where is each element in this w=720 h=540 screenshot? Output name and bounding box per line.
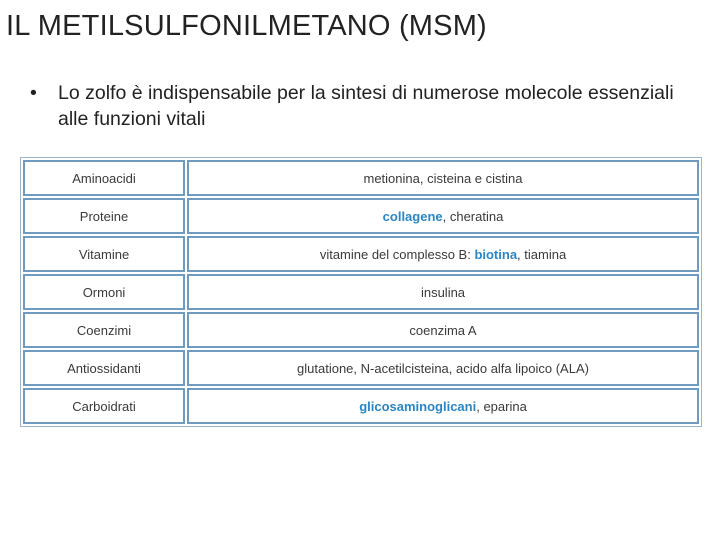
- examples-cell: [187, 198, 699, 234]
- table-row: [23, 350, 699, 386]
- bullet-point: [30, 80, 690, 132]
- examples-text-tail: , eparina: [476, 398, 527, 414]
- highlighted-term: collagene: [382, 208, 443, 224]
- table-row: [23, 236, 699, 272]
- table-row: [23, 160, 699, 196]
- highlighted-term: biotina: [474, 246, 518, 262]
- table-row: [23, 274, 699, 310]
- examples-text-tail: , tiamina: [517, 246, 567, 262]
- examples-cell: [187, 350, 699, 386]
- examples-text: metionina, cisteina e cistina: [363, 170, 523, 186]
- category-cell: Vitamine: [23, 236, 185, 272]
- examples-cell: [187, 274, 699, 310]
- slide-title: IL METILSULFONILMETANO (MSM): [6, 10, 487, 42]
- table-row: [23, 312, 699, 348]
- table-row: [23, 198, 699, 234]
- examples-cell: [187, 236, 699, 272]
- table-row: [23, 388, 699, 424]
- bullet-text: Lo zolfo è indispensabile per la sintesi di numerose molecole essenziali alle funzioni vitali: [58, 82, 674, 130]
- examples-cell: [187, 160, 699, 196]
- category-cell: Ormoni: [23, 274, 185, 310]
- table: [21, 158, 701, 426]
- bullet-dot-icon: •: [30, 82, 37, 104]
- examples-cell: [187, 312, 699, 348]
- examples-text: coenzima A: [409, 322, 477, 338]
- category-cell: Antiossidanti: [23, 350, 185, 386]
- category-cell: Aminoacidi: [23, 160, 185, 196]
- examples-text: vitamine del complesso B:: [319, 246, 475, 262]
- highlighted-term: glicosaminoglicani: [359, 398, 477, 414]
- category-cell: Proteine: [23, 198, 185, 234]
- category-cell: Carboidrati: [23, 388, 185, 424]
- examples-text: insulina: [420, 284, 466, 300]
- sulfur-molecules-table: [20, 157, 702, 427]
- examples-text-tail: , cheratina: [442, 208, 504, 224]
- examples-cell: [187, 388, 699, 424]
- category-cell: Coenzimi: [23, 312, 185, 348]
- examples-text: glutatione, N-acetilcisteina, acido alfa lipoico (ALA): [297, 360, 589, 376]
